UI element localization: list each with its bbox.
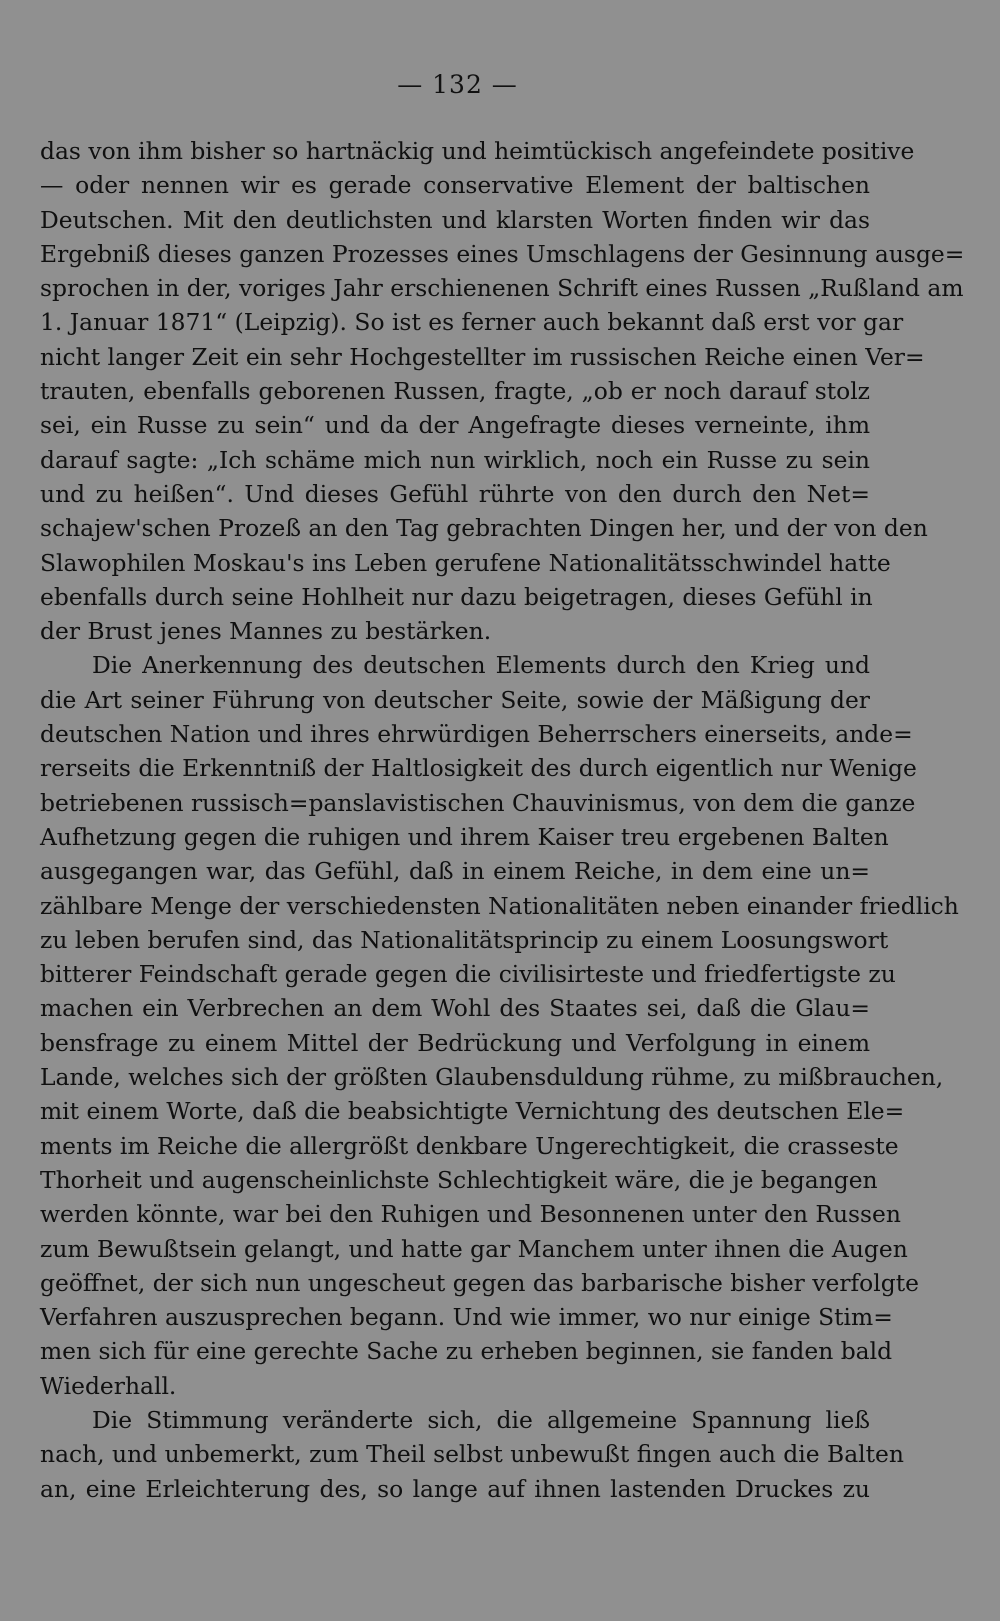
text-line: bensfrage zu einem Mittel der Bedrückung und Verfolgung in einem [40,1028,870,1057]
paragraph-1 [40,134,965,648]
text-line: bitterer Feindschaft gerade gegen die civilisirteste und friedfertigste zu [40,960,896,989]
text-line: mit einem Worte, daß die beabsichtigte Vernichtung des deutschen Ele= [40,1097,905,1126]
text-line: zählbare Menge der verschiedensten Nationalitäten neben einander friedlich [40,891,959,920]
text-line: die Art seiner Führung von deutscher Seite, sowie der Mäßigung der [40,685,870,714]
text-line: Aufhetzung gegen die ruhigen und ihrem Kaiser treu ergebenen Balten [40,822,889,851]
text-line: werden könnte, war bei den Ruhigen und Besonnenen unter den Russen [40,1200,901,1229]
text-line: ments im Reiche die allergrößt denkbare Ungerechtigkeit, die crasseste [40,1131,899,1160]
paragraph-3 [40,1403,904,1506]
text-line: an, eine Erleichterung des, so lange auf ihnen lastenden Druckes zu [40,1474,870,1503]
text-line: sprochen in der, voriges Jahr erschienenen Schrift eines Russen „Rußland am [40,274,964,303]
body-text [40,134,965,1506]
text-line: Die Stimmung veränderte sich, die allgemeine Spannung ließ [92,1405,870,1434]
text-line: ebenfalls durch seine Hohlheit nur dazu beigetragen, dieses Gefühl in [40,582,873,611]
text-line: sei, ein Russe zu sein“ und da der Angefragte dieses verneinte, ihm [40,411,870,440]
text-line: das von ihm bisher so hartnäckig und heimtückisch angefeindete positive [40,137,915,165]
text-line: der Brust jenes Mannes zu bestärken. [40,617,492,646]
text-line: Wiederhall. [40,1371,177,1400]
text-line: schajew'schen Prozeß an den Tag gebrachten Dingen her, und der von den [40,514,928,543]
text-line: und zu heißen“. Und dieses Gefühl rührte von den durch den Net= [40,479,870,508]
text-line: betriebenen russisch=panslavistischen Chauvinismus, von dem die ganze [40,788,916,817]
text-line: men sich für eine gerechte Sache zu erheben beginnen, sie fanden bald [40,1337,893,1366]
text-line: Verfahren auszusprechen begann. Und wie immer, wo nur einige Stim= [40,1303,893,1332]
page-number: — 132 — [397,70,518,99]
text-line: Ergebniß dieses ganzen Prozesses eines Umschlagens der Gesinnung ausge= [40,239,965,268]
text-line: zum Bewußtsein gelangt, und hatte gar Manchem unter ihnen die Augen [40,1234,908,1263]
text-line: Lande, welches sich der größten Glaubensduldung rühme, zu mißbrauchen, [40,1063,944,1092]
text-line: nach, und unbemerkt, zum Theil selbst unbewußt fingen auch die Balten [40,1440,904,1469]
text-line: Deutschen. Mit den deutlichsten und klarsten Worten finden wir das [40,205,870,234]
text-line: Slawophilen Moskau's ins Leben gerufene Nationalitätsschwindel hatte [40,548,891,577]
text-line: darauf sagte: „Ich schäme mich nun wirklich, noch ein Russe zu sein [40,445,870,474]
text-line: geöffnet, der sich nun ungescheut gegen das barbarische bisher verfolgte [40,1268,919,1297]
text-line: trauten, ebenfalls geborenen Russen, fragte, „ob er noch darauf stolz [40,377,870,406]
text-line: — oder nennen wir es gerade conservative Element der baltischen [40,171,870,200]
text-line: rerseits die Erkenntniß der Haltlosigkeit des durch eigentlich nur Wenige [40,754,917,783]
text-line: machen ein Verbrechen an dem Wohl des Staates sei, daß die Glau= [40,994,870,1023]
text-line: Thorheit und augenscheinlichste Schlechtigkeit wäre, die je begangen [40,1165,878,1194]
paragraph-2 [40,648,959,1403]
text-line: ausgegangen war, das Gefühl, daß in einem Reiche, in dem eine un= [40,857,870,886]
text-line: 1. Januar 1871“ (Leipzig). So ist es ferner auch bekannt daß erst vor gar [40,308,904,337]
text-line: deutschen Nation und ihres ehrwürdigen Beherrschers einerseits, ande= [40,720,913,749]
text-line: Die Anerkennung des deutschen Elements durch den Krieg und [92,651,870,680]
text-line: nicht langer Zeit ein sehr Hochgestellter im russischen Reiche einen Ver= [40,342,925,371]
text-line: zu leben berufen sind, das Nationalitätsprincip zu einem Loosungswort [40,925,889,954]
